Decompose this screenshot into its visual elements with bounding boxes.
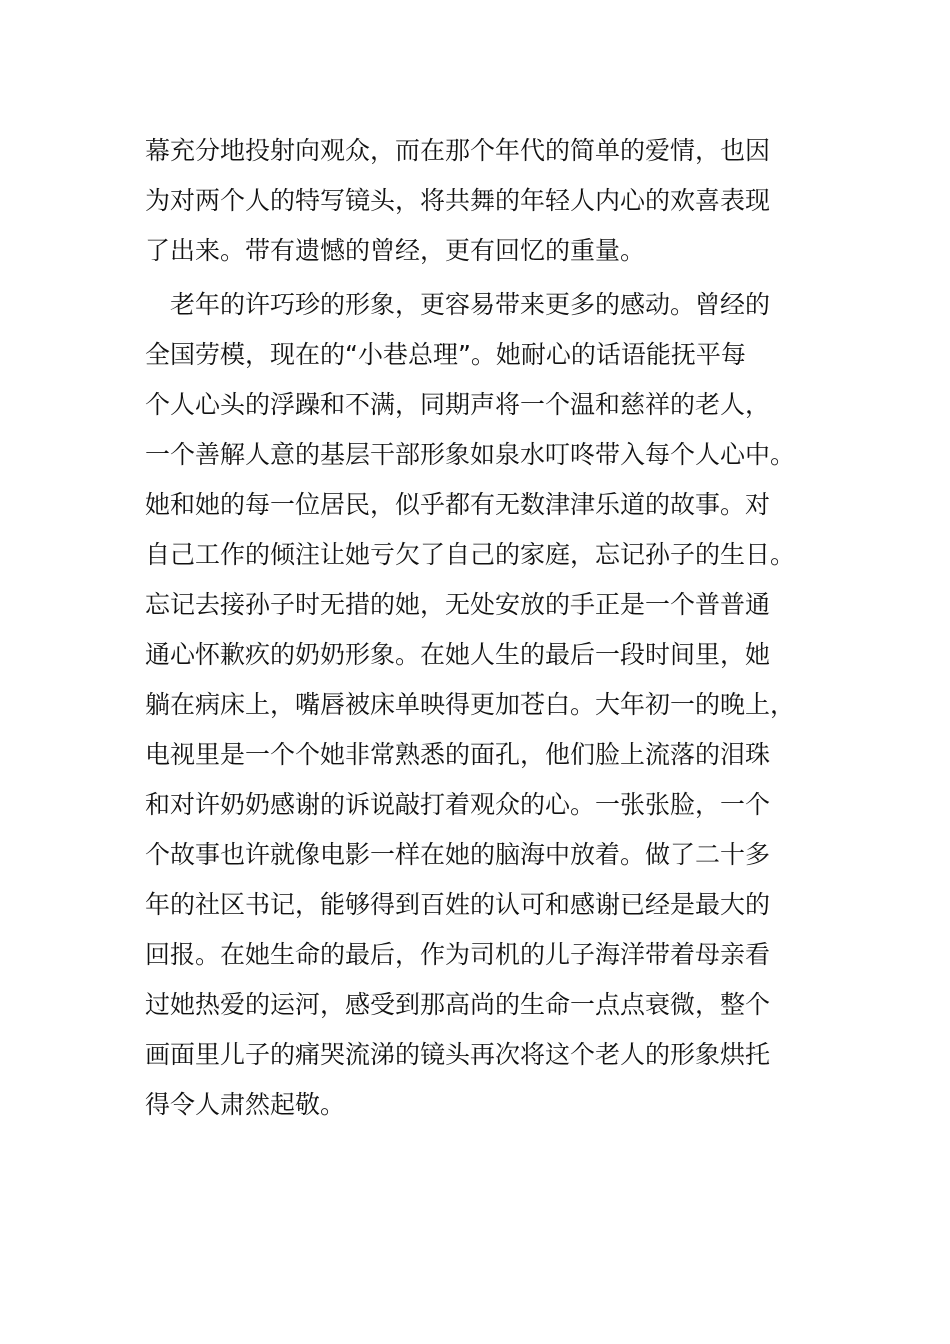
text-line: 全国劳模，现在的“小巷总理”。她耐心的话语能抚平每 (145, 340, 746, 369)
text-line: 年的社区书记，能够得到百姓的认可和感谢已经是最大的 (145, 890, 771, 919)
text-line: 通心怀歉疚的奶奶形象。在她人生的最后一段时间里，她 (145, 640, 771, 669)
text-line: 了出来。带有遗憾的曾经，更有回忆的重量。 (145, 236, 646, 265)
text-line: 为对两个人的特写镜头，将共舞的年轻人内心的欢喜表现 (145, 186, 771, 215)
text-line: 和对许奶奶感谢的诉说敲打着观众的心。一张张脸，一个 (145, 790, 771, 819)
text-line: 电视里是一个个她非常熟悉的面孔，他们脸上流落的泪珠 (145, 740, 771, 769)
paragraph-2 (145, 280, 805, 1130)
paragraph-1 (145, 126, 805, 276)
text-line: 一个善解人意的基层干部形象如泉水叮咚带入每个人心中。 (145, 440, 796, 469)
text-line: 幕充分地投射向观众，而在那个年代的简单的爱情，也因 (145, 136, 771, 165)
text-line: 她和她的每一位居民，似乎都有无数津津乐道的故事。对 (145, 490, 771, 519)
text-line: 自己工作的倾注让她亏欠了自己的家庭，忘记孙子的生日。 (145, 540, 796, 569)
text-line: 老年的许巧珍的形象，更容易带来更多的感动。曾经的 (145, 290, 771, 319)
text-line: 个故事也许就像电影一样在她的脑海中放着。做了二十多 (145, 840, 771, 869)
text-line: 画面里儿子的痛哭流涕的镜头再次将这个老人的形象烘托 (145, 1040, 771, 1069)
text-line: 回报。在她生命的最后，作为司机的儿子海洋带着母亲看 (145, 940, 771, 969)
text-line: 得令人肃然起敬。 (145, 1090, 346, 1119)
text-line: 个人心头的浮躁和不满，同期声将一个温和慈祥的老人， (145, 390, 771, 419)
text-line: 躺在病床上，嘴唇被床单映得更加苍白。大年初一的晚上， (145, 690, 796, 719)
text-line: 忘记去接孙子时无措的她，无处安放的手正是一个普普通 (145, 590, 771, 619)
text-line: 过她热爱的运河，感受到那高尚的生命一点点衰微，整个 (145, 990, 771, 1019)
